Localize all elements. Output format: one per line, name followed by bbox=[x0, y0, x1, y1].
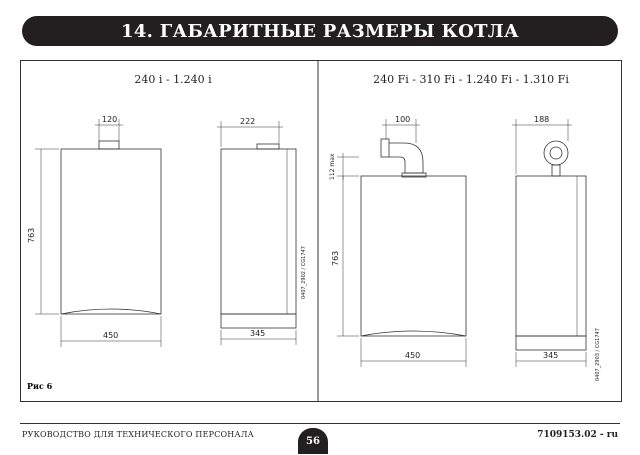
dim-right-side-offset: 188 bbox=[534, 115, 550, 124]
footer-manual-title: РУКОВОДСТВО ДЛЯ ТЕХНИЧЕСКОГО ПЕРСОНАЛА bbox=[22, 430, 254, 439]
left-model-title: 240 i - 1.240 i bbox=[134, 73, 212, 86]
technical-drawing bbox=[21, 61, 621, 401]
page-title bbox=[22, 16, 618, 46]
dim-left-height: 763 bbox=[27, 227, 36, 243]
page-title-text: 14. ГАБАРИТНЫЕ РАЗМЕРЫ КОТЛА bbox=[121, 20, 519, 42]
right-drawing-code: 0407_2903 / CG1747 bbox=[595, 328, 601, 381]
figure-label: Рис 6 bbox=[27, 381, 53, 391]
dim-left-side-offset: 222 bbox=[240, 117, 256, 126]
footer-divider bbox=[20, 423, 620, 424]
page-number bbox=[298, 428, 328, 454]
dim-right-depth: 345 bbox=[543, 351, 559, 360]
footer-document-code: 7109153.02 - ru bbox=[537, 430, 618, 440]
dim-right-flue-offset: 112 max bbox=[329, 153, 336, 180]
page-number-text: 56 bbox=[306, 435, 320, 447]
dim-right-height: 763 bbox=[331, 250, 340, 266]
dim-right-width: 450 bbox=[405, 351, 421, 360]
dimensions-drawing bbox=[20, 60, 622, 402]
dim-left-flue-spacing: 120 bbox=[102, 115, 118, 124]
dim-right-flue-spacing: 100 bbox=[395, 115, 411, 124]
dim-left-depth: 345 bbox=[250, 329, 266, 338]
right-model-title: 240 Fi - 310 Fi - 1.240 Fi - 1.310 Fi bbox=[373, 73, 569, 86]
dim-left-width: 450 bbox=[103, 331, 119, 340]
left-drawing-code: 0407_2902 / CG1747 bbox=[301, 246, 307, 299]
